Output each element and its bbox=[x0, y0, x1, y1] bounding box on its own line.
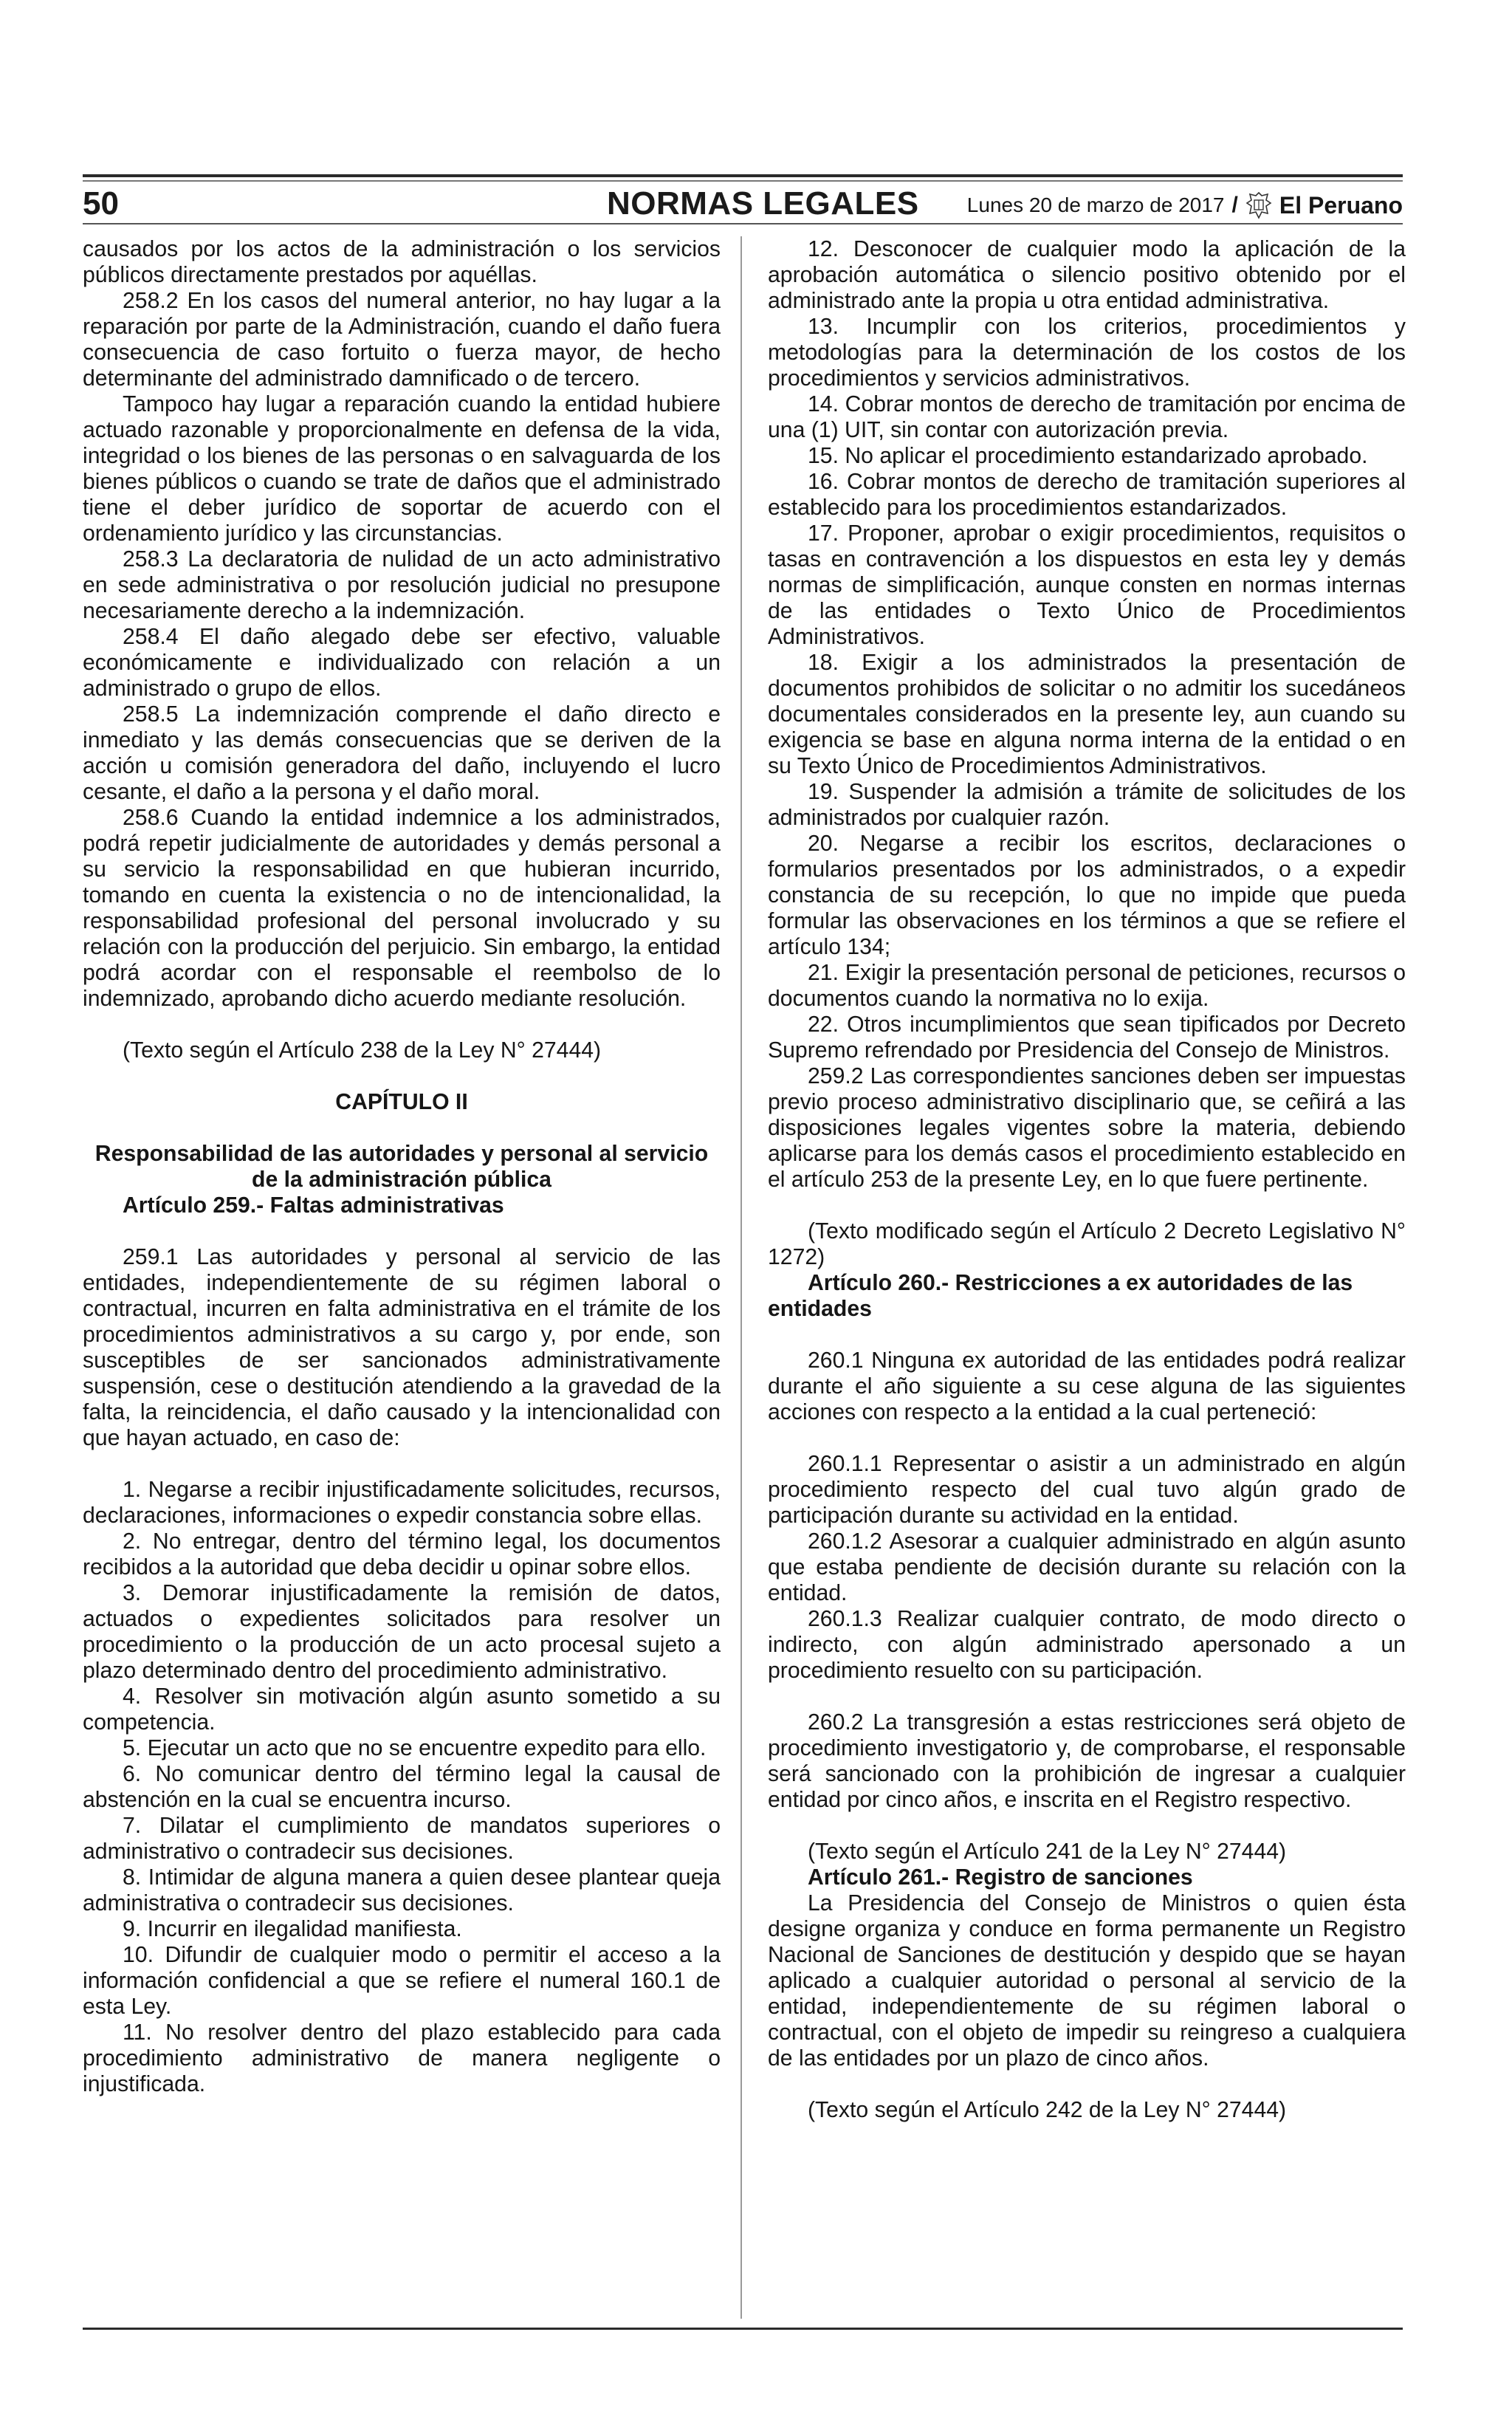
coat-of-arms-icon bbox=[1245, 191, 1272, 219]
paragraph: causados por los actos de la administración o los servicios públicos directamente prestados por aquéllas. bbox=[83, 237, 721, 287]
list-item: 6. No comunicar dentro del término legal la causal de abstención en la cual se encuentra incurso. bbox=[83, 1762, 721, 1812]
source-note: (Texto modificado según el Artículo 2 Decreto Legislativo N° 1272) bbox=[768, 1219, 1406, 1269]
page-number: 50 bbox=[83, 185, 119, 222]
header-separator: / bbox=[1231, 193, 1238, 217]
footer-rule bbox=[83, 2328, 1403, 2330]
paragraph-260-1: 260.1 Ninguna ex autoridad de las entidades podrá realizar durante el año siguiente a su cese alguna de las siguientes acciones con respecto a la entidad a la cual perteneció: bbox=[768, 1348, 1406, 1424]
paragraph-261: La Presidencia del Consejo de Ministros o quien ésta designe organiza y conduce en forma permanente un Registro Nacional de Sanciones de destitución y despido que se hayan aplicado a cualquier autoridad o personal al servicio de la entidad, independientemente de su régimen laboral o contractual, con el objeto de impedir su reingreso a cualquiera de las entidades por un plazo de cinco años. bbox=[768, 1891, 1406, 2071]
article-261-title: Artículo 261.- Registro de sanciones bbox=[808, 1865, 1193, 1890]
list-item: 14. Cobrar montos de derecho de tramitación por encima de una (1) UIT, sin contar con autorización previa. bbox=[768, 392, 1406, 442]
list-item: 4. Resolver sin motivación algún asunto sometido a su competencia. bbox=[83, 1684, 721, 1735]
header-bottom-rule bbox=[83, 223, 1403, 224]
list-item: 19. Suspender la admisión a trámite de solicitudes de los administrados por cualquier razón. bbox=[768, 780, 1406, 830]
paragraph-260-1-3: 260.1.3 Realizar cualquier contrato, de modo directo o indirecto, con algún administrado apersonado a un procedimiento resuelto con su participación. bbox=[768, 1607, 1406, 1683]
list-item: 15. No aplicar el procedimiento estandarizado aprobado. bbox=[808, 444, 1368, 468]
paragraph-259-2: 259.2 Las correspondientes sanciones deben ser impuestas previo proceso administrativo disciplinario que, se ceñirá a las disposiciones legales vigentes sobre la materia, debiendo aplicarse para los demás casos el procedimiento establecido en el artículo 253 de la presente Ley, en lo que fuere pertinente. bbox=[768, 1064, 1406, 1192]
paragraph-258-2: 258.2 En los casos del numeral anterior, no hay lugar a la reparación por parte de la Administración, cuando el daño fuera consecuencia de caso fortuito o fuerza mayor, de hecho determinante del administrado damnificado o de tercero. bbox=[83, 289, 721, 391]
paragraph-260-2: 260.2 La transgresión a estas restricciones será objeto de procedimiento investigatorio y, de comprobarse, el responsable será sancionado con la prohibición de ingresar a cualquier entidad por cinco años, e inscrita en el Registro respectivo. bbox=[768, 1710, 1406, 1812]
source-note: (Texto según el Artículo 241 de la Ley N° 27444) bbox=[808, 1839, 1287, 1864]
list-item: 1. Negarse a recibir injustificadamente solicitudes, recursos, declaraciones, informaciones o expedir constancia sobre ellas. bbox=[83, 1478, 721, 1528]
chapter-heading: CAPÍTULO II bbox=[335, 1090, 468, 1114]
list-item: 13. Incumplir con los criterios, procedimientos y metodologías para la determinación de los costos de los procedimientos y servicios administrativos. bbox=[768, 315, 1406, 391]
source-note: (Texto según el Artículo 238 de la Ley N° 27444) bbox=[123, 1038, 602, 1063]
list-item: 18. Exigir a los administrados la presentación de documentos prohibidos de solicitar o no admitir los sucedáneos documentales considerados en la presente ley, aun cuando su exigencia se base en alguna norma interna de la entidad o en su Texto Único de Procedimientos Administrativos. bbox=[768, 651, 1406, 778]
list-item: 5. Ejecutar un acto que no se encuentre expedito para ello. bbox=[123, 1736, 707, 1760]
list-item: 17. Proponer, aprobar o exigir procedimientos, requisitos o tasas en contravención a los dispuestos en esta ley y demás normas de simplificación, aunque consten en normas internas de las entidades o Texto Único de Procedimientos Administrativos. bbox=[768, 521, 1406, 649]
article-260-title: Artículo 260.- Restricciones a ex autoridades de las entidades bbox=[768, 1271, 1353, 1321]
article-259-title: Artículo 259.- Faltas administrativas bbox=[123, 1193, 504, 1218]
newspaper-name: El Peruano bbox=[1279, 192, 1403, 219]
chapter-subtitle: Responsabilidad de las autoridades y personal al servicio de la administración pública bbox=[94, 1142, 709, 1192]
header-top-thin-rule bbox=[83, 180, 1403, 182]
paragraph-258-5: 258.5 La indemnización comprende el daño directo e inmediato y las demás consecuencias que se deriven de la acción u comisión generadora del daño, incluyendo el lucro cesante, el daño a la persona y el daño moral. bbox=[83, 702, 721, 804]
right-column bbox=[768, 236, 1406, 2123]
list-item: 12. Desconocer de cualquier modo la aplicación de la aprobación automática o silencio positivo obtenido por el administrado ante la propia u otra entidad administrativa. bbox=[768, 237, 1406, 313]
list-item: 8. Intimidar de alguna manera a quien desee plantear queja administrativa o contradecir sus decisiones. bbox=[83, 1865, 721, 1916]
paragraph-258-4: 258.4 El daño alegado debe ser efectivo, valuable económicamente e individualizado con relación a un administrado o grupo de ellos. bbox=[83, 625, 721, 701]
list-item: 2. No entregar, dentro del término legal, los documentos recibidos a la autoridad que deba decidir u opinar sobre ellos. bbox=[83, 1529, 721, 1580]
source-note: (Texto según el Artículo 242 de la Ley N° 27444) bbox=[808, 2098, 1287, 2122]
page-header bbox=[83, 174, 1403, 226]
header-top-rule bbox=[83, 174, 1403, 177]
list-item: 22. Otros incumplimientos que sean tipificados por Decreto Supremo refrendado por Presidencia del Consejo de Ministros. bbox=[768, 1012, 1406, 1063]
list-item: 7. Dilatar el cumplimiento de mandatos superiores o administrativo o contradecir sus decisiones. bbox=[83, 1814, 721, 1864]
paragraph: Tampoco hay lugar a reparación cuando la entidad hubiere actuado razonable y proporcionalmente en defensa de la vida, integridad o los bienes de las personas o en salvaguarda de los bienes públicos o cuando se trate de daños que el administrado tiene el deber jurídico de soportar de acuerdo con el ordenamiento jurídico y las circunstancias. bbox=[83, 392, 721, 546]
paragraph-260-1-2: 260.1.2 Asesorar a cualquier administrado en algún asunto que estaba pendiente de decisión durante su relación con la entidad. bbox=[768, 1529, 1406, 1605]
list-item: 16. Cobrar montos de derecho de tramitación superiores al establecido para los procedimientos estandarizados. bbox=[768, 470, 1406, 520]
column-divider bbox=[740, 236, 742, 2319]
list-item: 10. Difundir de cualquier modo o permitir el acceso a la información confidencial a que se refiere el numeral 160.1 de esta Ley. bbox=[83, 1943, 721, 2019]
header-masthead bbox=[967, 191, 1403, 220]
list-item: 20. Negarse a recibir los escritos, declaraciones o formularios presentados por los administrados, o a expedir constancia de su recepción, lo que no impide que pueda formular las observaciones en los términos a que se refiere el artículo 134; bbox=[768, 831, 1406, 959]
left-column bbox=[83, 236, 721, 2097]
paragraph-259-1: 259.1 Las autoridades y personal al servicio de las entidades, independientemente de su régimen laboral o contractual, incurren en falta administrativa en el trámite de los procedimientos administrativos a su cargo y, por ende, son susceptibles de ser sancionados administrativamente suspensión, cese o destitución atendiendo a la gravedad de la falta, la reincidencia, el daño causado y la intencionalidad con que hayan actuado, en caso de: bbox=[83, 1245, 721, 1450]
list-item: 21. Exigir la presentación personal de peticiones, recursos o documentos cuando la normativa no lo exija. bbox=[768, 961, 1406, 1011]
section-title: NORMAS LEGALES bbox=[607, 185, 919, 222]
list-item: 3. Demorar injustificadamente la remisión de datos, actuados o expedientes solicitados para resolver un procedimiento o la producción de un acto procesal sujeto a plazo determinado dentro del procedimiento administrativo. bbox=[83, 1581, 721, 1683]
publication-date: Lunes 20 de marzo de 2017 bbox=[966, 193, 1225, 216]
paragraph-260-1-1: 260.1.1 Representar o asistir a un administrado en algún procedimiento respecto del cual tuvo algún grado de participación durante su actividad en la entidad. bbox=[768, 1452, 1406, 1528]
list-item: 11. No resolver dentro del plazo establecido para cada procedimiento administrativo de manera negligente o injustificada. bbox=[83, 2020, 721, 2096]
paragraph-258-6: 258.6 Cuando la entidad indemnice a los administrados, podrá repetir judicialmente de autoridades y demás personal a su servicio la responsabilidad en que hubieran incurrido, tomando en cuenta la existencia o no de intencionalidad, la responsabilidad profesional del personal involucrado y su relación con la producción del perjuicio. Sin embargo, la entidad podrá acordar con el responsable el reembolso de lo indemnizado, aprobando dicho acuerdo mediante resolución. bbox=[83, 806, 721, 1011]
list-item: 9. Incurrir en ilegalidad manifiesta. bbox=[123, 1917, 462, 1941]
paragraph-258-3: 258.3 La declaratoria de nulidad de un acto administrativo en sede administrativa o por resolución judicial no presupone necesariamente derecho a la indemnización. bbox=[83, 547, 721, 623]
